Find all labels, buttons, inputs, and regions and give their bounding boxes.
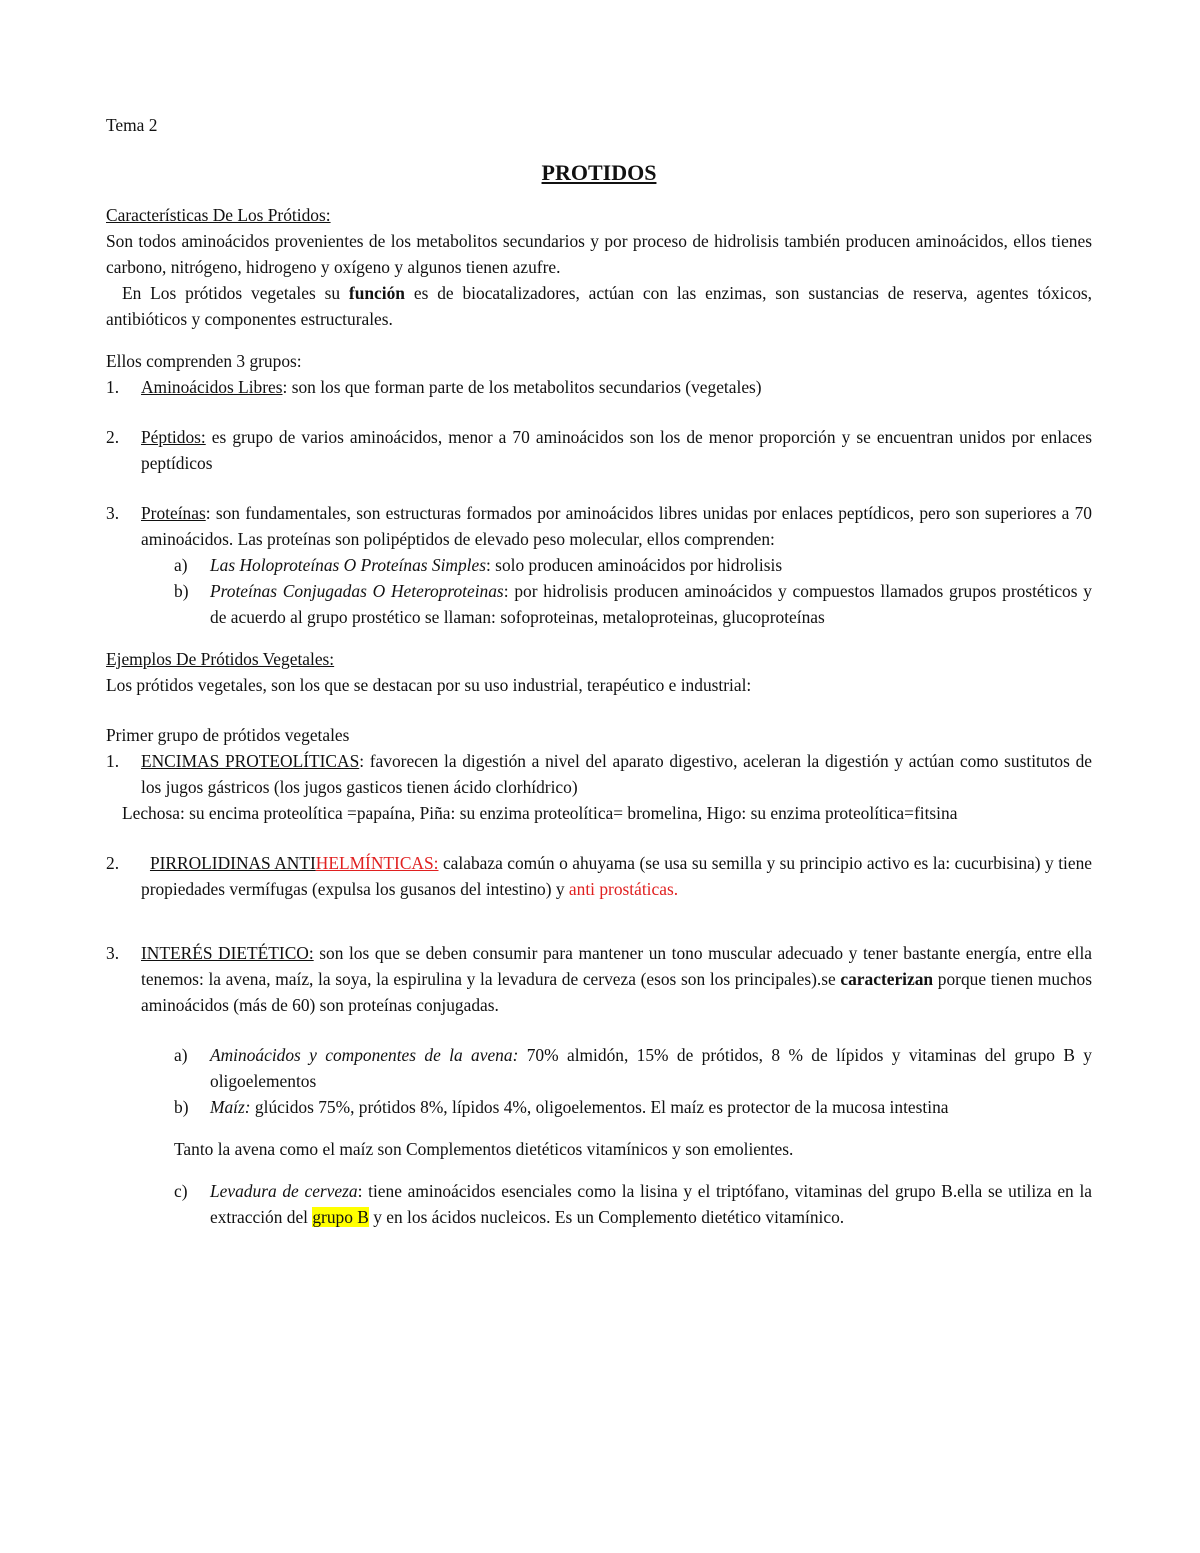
list-item-encimas: 1. ENCIMAS PROTEOLÍTICAS: favorecen la digestión a nivel del aparato digestivo, aceleran la digestión y actúan como sustitutos de los jugos gástricos (los jugos gasticos tienen ácido clorhídrico)	[106, 751, 1092, 797]
paragraph-ejemplos: Los prótidos vegetales, son los que se destacan por su uso industrial, terapéutico e industrial:	[106, 675, 752, 695]
sub-item-levadura: c) Levadura de cerveza: tiene aminoácidos esenciales como la lisina y el triptófano, vitaminas del grupo B.ella se utiliza en la extracción del grupo B y en los ácidos nucleicos. Es un Complemento dietético vitamínico.	[174, 1181, 1092, 1227]
primer-grupo-label: Primer grupo de prótidos vegetales	[106, 725, 350, 745]
paragraph-tanto: Tanto la avena como el maíz son Complementos dietéticos vitamínicos y son emolientes.	[174, 1139, 794, 1159]
list-item-interes-dietetico: 3. INTERÉS DIETÉTICO: son los que se deben consumir para mantener un tono muscular adecuado y tener bastante energía, entre ella tenemos: la avena, maíz, la soya, la espirulina y la levadura de cerveza (esos son los principales).se caracterizan porque tienen muchos aminoácidos (más de 60) son proteínas conjugadas.	[106, 943, 1092, 1015]
sub-item-heteroproteinas: b) Proteínas Conjugadas O Heteroproteinas: por hidrolisis producen aminoácidos y compuestos llamados grupos prostéticos y de acuerdo al grupo prostético se llaman: sofoproteinas, metaloproteinas, glucoproteínas	[174, 581, 1092, 627]
sub-item-avena: a) Aminoácidos y componentes de la avena: 70% almidón, 15% de prótidos, 8 % de lípidos y vitaminas del grupo B y oligoelementos	[174, 1045, 1092, 1091]
list-item-pirrolidinas: 2. PIRROLIDINAS ANTIHELMÍNTICAS: calabaza común o ahuyama (se usa su semilla y su principio activo es la: cucurbisina) y tiene propiedades vermífugas (expulsa los gusanos del intestino) y anti prostáticas.	[106, 853, 1093, 899]
paragraph-funcion: En Los prótidos vegetales su función es de biocatalizadores, actúan con las enzimas, son sustancias de reserva, agentes tóxicos, antibióticos y componentes estructurales.	[106, 283, 1093, 329]
list-item-proteinas: 3. Proteínas: son fundamentales, son estructuras formados por aminoácidos libres unidas por enlaces peptídicos, pero son superiores a 70 aminoácidos. Las proteínas son polipéptidos de elevado peso molecular, ellos comprenden:	[106, 503, 1092, 549]
grupos-intro: Ellos comprenden 3 grupos:	[106, 351, 302, 371]
list-item-peptidos: 2. Péptidos: es grupo de varios aminoácidos, menor a 70 aminoácidos son los de menor proporción y se encuentran unidos por enlaces peptídicos	[106, 427, 1092, 473]
page-title: PROTIDOS	[541, 160, 657, 185]
highlighted-text: grupo B	[312, 1207, 369, 1227]
paragraph-caracteristicas: Son todos aminoácidos provenientes de los metabolitos secundarios y por proceso de hidrolisis también producen aminoácidos, ellos tienes carbono, nitrógeno, hidrogeno y oxígeno y algunos tienen azufre.	[106, 231, 1092, 277]
paragraph-lechosa: Lechosa: su encima proteolítica =papaína, Piña: su enzima proteolítica= bromelina, Higo: su enzima proteolítica=fitsina	[122, 803, 958, 823]
sub-item-maiz: b) Maíz: glúcidos 75%, prótidos 8%, lípidos 4%, oligoelementos. El maíz es protector de la mucosa intestina	[174, 1097, 949, 1117]
list-item-aminoacidos: 1. Aminoácidos Libres: son los que forman parte de los metabolitos secundarios (vegetales)	[106, 377, 762, 397]
topic-label: Tema 2	[106, 115, 158, 135]
section-heading-caracteristicas: Características De Los Prótidos:	[106, 205, 331, 225]
document-page	[106, 112, 1092, 1230]
section-heading-ejemplos: Ejemplos De Prótidos Vegetales:	[106, 649, 335, 669]
sub-item-holoproteinas: a) Las Holoproteínas O Proteínas Simples: solo producen aminoácidos por hidrolisis	[174, 555, 783, 575]
